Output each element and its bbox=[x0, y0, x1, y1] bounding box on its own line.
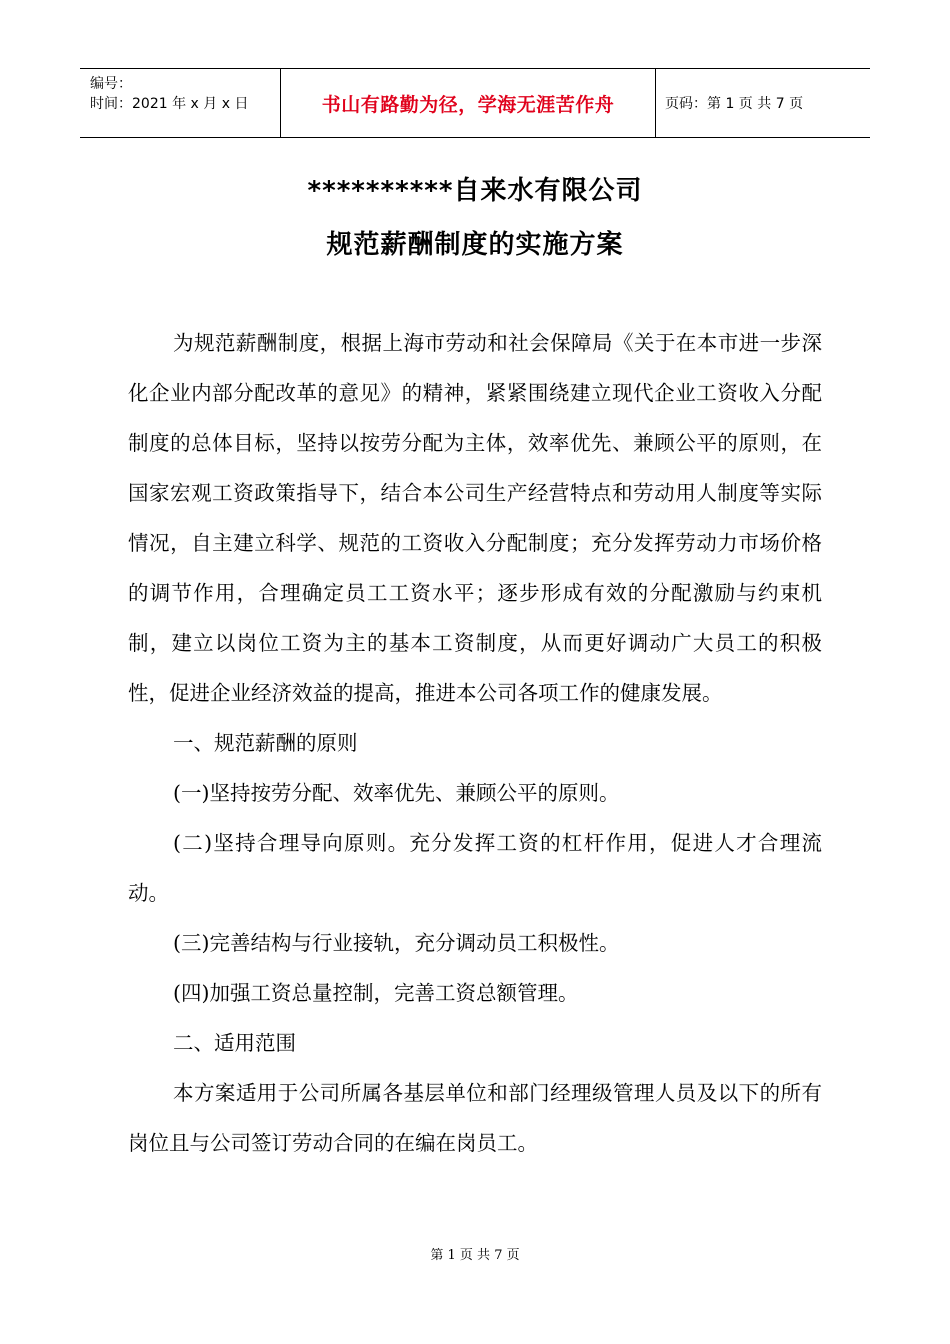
page-footer: 第 1 页 共 7 页 bbox=[430, 1248, 520, 1263]
principle-item: (三)完善结构与行业接轨，充分调动员工积极性。 bbox=[173, 931, 620, 955]
principle-item: (一)坚持按劳分配、效率优先、兼顾公平的原则。 bbox=[173, 781, 620, 805]
header-table bbox=[80, 68, 870, 138]
header-motto-cell bbox=[280, 69, 656, 137]
section-heading-principles: 一、规范薪酬的原则 bbox=[173, 731, 358, 755]
document-date: 时间：2021 年 x 月 x 日 bbox=[90, 96, 249, 112]
principle-item: (四)加强工资总量控制，完善工资总额管理。 bbox=[173, 981, 579, 1005]
document-body bbox=[128, 318, 822, 1168]
motto-text: 书山有路勤为径，学海无涯苦作舟 bbox=[321, 93, 615, 116]
header-page-info: 页码：第 1 页 共 7 页 bbox=[665, 96, 804, 112]
scope-paragraph: 本方案适用于公司所属各基层单位和部门经理级管理人员及以下的所有岗位且与公司签订劳动合同的在编在岗员工。 bbox=[128, 1081, 822, 1155]
header-info-cell bbox=[80, 69, 280, 137]
document-title: 规范薪酬制度的实施方案 bbox=[326, 230, 624, 260]
intro-paragraph: 为规范薪酬制度，根据上海市劳动和社会保障局《关于在本市进一步深化企业内部分配改革的意见》的精神，紧紧围绕建立现代企业工资收入分配制度的总体目标，坚持以按劳分配为主体，效率优先、兼顾公平的原则，在国家宏观工资政策指导下，结合本公司生产经营特点和劳动用人制度等实际情况，自主建立科学、规范的工资收入分配制度；充分发挥劳动力市场价格的调节作用，合理确定员工工资水平；逐步形成有效的分配激励与约束机制，建立以岗位工资为主的基本工资制度，从而更好调动广大员工的积极性，促进企业经济效益的提高，推进本公司各项工作的健康发展。 bbox=[128, 331, 822, 705]
document-number-label: 编号： bbox=[90, 76, 132, 92]
section-heading-scope: 二、适用范围 bbox=[173, 1031, 296, 1055]
company-title: **********自来水有限公司 bbox=[307, 176, 643, 206]
principle-item: (二)坚持合理导向原则。充分发挥工资的杠杆作用，促进人才合理流动。 bbox=[128, 831, 822, 905]
